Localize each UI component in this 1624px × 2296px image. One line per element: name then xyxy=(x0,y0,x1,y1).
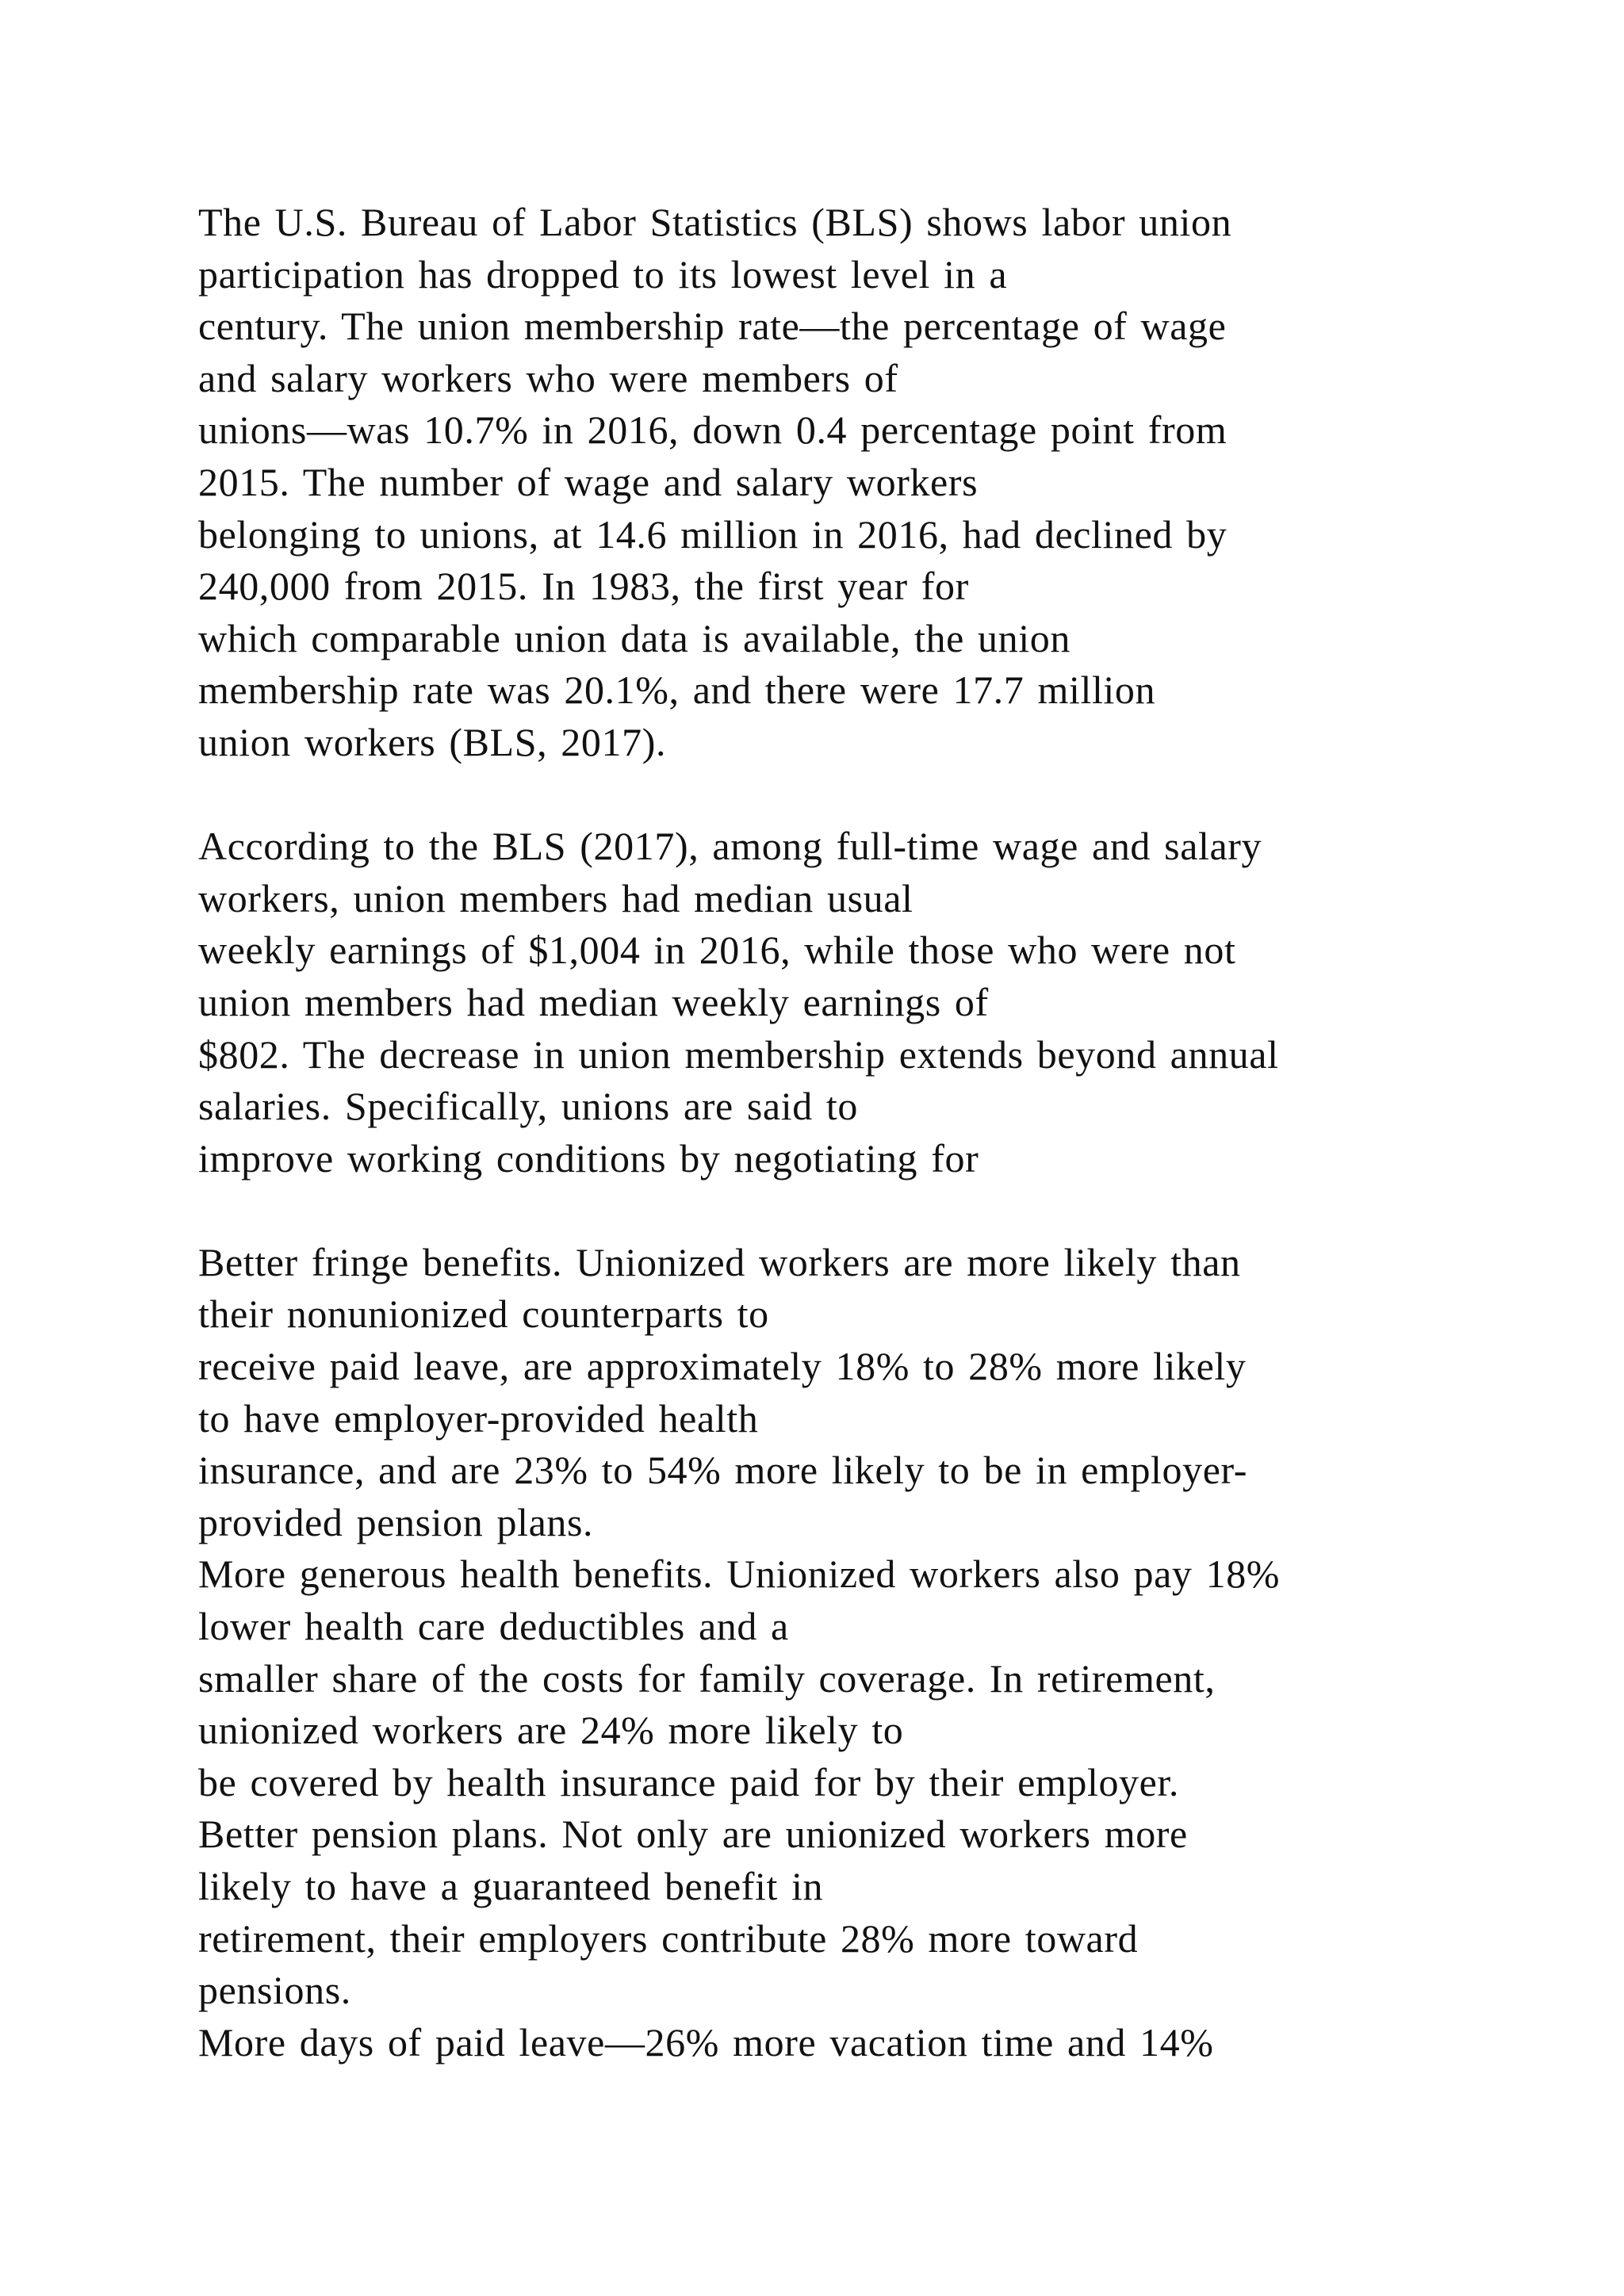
text-line: their nonunionized counterparts to xyxy=(198,1292,769,1337)
text-line: More generous health benefits. Unionized workers also pay 18% xyxy=(198,1552,1281,1597)
text-line: insurance, and are 23% to 54% more likely to be in employer- xyxy=(198,1448,1248,1493)
text-line: The U.S. Bureau of Labor Statistics (BLS) shows labor union xyxy=(198,200,1232,244)
text-line: and salary workers who were members of xyxy=(198,355,898,400)
text-line: According to the BLS (2017), among full-time wage and salary xyxy=(198,824,1262,869)
text-line: $802. The decrease in union membership extends beyond annual xyxy=(198,1031,1279,1077)
text-line: receive paid leave, are approximately 18% to 28% more likely xyxy=(198,1344,1247,1389)
text-line: participation has dropped to its lowest level in a xyxy=(198,251,1008,297)
text-line: unionized workers are 24% more likely to xyxy=(198,1708,904,1753)
text-line: unions—was 10.7% in 2016, down 0.4 percentage point from xyxy=(198,408,1228,453)
text-line: likely to have a guaranteed benefit in xyxy=(198,1864,824,1908)
text-line: 240,000 from 2015. In 1983, the first year for xyxy=(198,564,969,609)
paragraph-gap xyxy=(198,1184,1546,1237)
paragraph-gap xyxy=(198,769,1546,821)
text-line: lower health care deductibles and a xyxy=(198,1604,789,1649)
text-line: be covered by health insurance paid for by their employer. xyxy=(198,1759,1180,1804)
text-line: retirement, their employers contribute 28% more toward xyxy=(198,1915,1139,1961)
text-line: century. The union membership rate—the percentage of wage xyxy=(198,304,1227,349)
text-line: salaries. Specifically, unions are said to xyxy=(198,1084,858,1129)
text-line: improve working conditions by negotiating for xyxy=(198,1135,979,1181)
text-line: to have employer-provided health xyxy=(198,1395,759,1441)
paragraph xyxy=(198,197,1546,769)
paragraph xyxy=(198,821,1546,1184)
text-line: Better pension plans. Not only are unionized workers more xyxy=(198,1812,1188,1857)
text-line: union workers (BLS, 2017). xyxy=(198,719,667,764)
text-line: More days of paid leave—26% more vacation time and 14% xyxy=(198,2019,1214,2064)
paragraph xyxy=(198,1237,1546,2069)
text-line: belonging to unions, at 14.6 million in 2016, had declined by xyxy=(198,511,1228,557)
text-line: union members had median weekly earnings of xyxy=(198,979,989,1024)
text-line: weekly earnings of $1,004 in 2016, while those who were not xyxy=(198,928,1236,973)
document-body xyxy=(198,197,1546,2068)
text-line: pensions. xyxy=(198,1968,351,2013)
text-line: workers, union members had median usual xyxy=(198,875,914,920)
text-line: provided pension plans. xyxy=(198,1499,594,1544)
text-line: which comparable union data is available, the union xyxy=(198,615,1071,660)
text-line: smaller share of the costs for family coverage. In retirement, xyxy=(198,1655,1216,1701)
text-line: Better fringe benefits. Unionized workers are more likely than xyxy=(198,1239,1241,1284)
text-line: 2015. The number of wage and salary workers xyxy=(198,459,979,504)
text-line: membership rate was 20.1%, and there were 17.7 million xyxy=(198,668,1156,713)
